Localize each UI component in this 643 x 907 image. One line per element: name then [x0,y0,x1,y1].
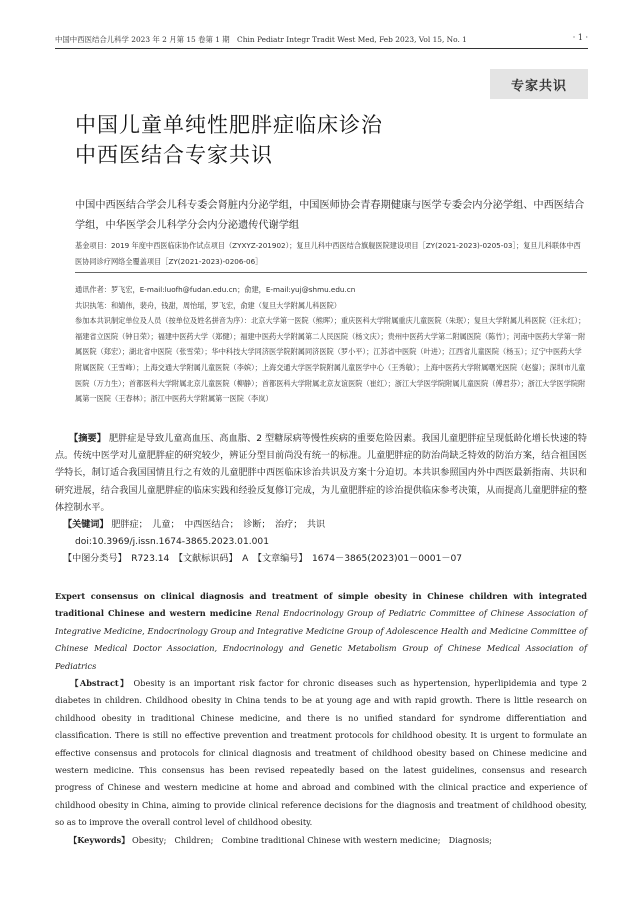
author-groups: 中国中西医结合学会儿科专委会肾脏内分泌学组，中国医师协会青春期健康与医学专委会内分泌学组、中西医结合学组，中华医学会儿科学分会内分泌遗传代谢学组 [75,200,585,231]
participants: 参加本共识制定单位及人员（按单位及姓名拼音为序）：北京大学第一医院（熊晖）；重庆医科大学附属重庆儿童医院（朱珉）；复旦大学附属儿科医院（汪永红）；福建省立医院（钟日荣）；福建中医药大学（郑健）；福建中医药大学附属第二人民医院（杨文庆）；贵州中医药大学第二附属医院（陈竹）；河南中医药大学第一附属医院（郑宏）；湖北省中医院（张雪荣）；华中科技大学同济医学院附属同济医院（罗小平）；江苏省中医院（叶进）；江西省儿童医院（杨玉）；辽宁中医药大学附属医院（王雪峰）；上海交通大学附属儿童医院（李嫔）；上海交通大学医学院附属儿童医学中心（王秀敏）；上海中医药大学附属曙光医院（赵鋆）；深圳市儿童医院（万力生）；首都医科大学附属北京儿童医院（柳静）；首都医科大学附属北京友谊医院（崔红）；浙江大学医学院附属儿童医院（傅君芬）；浙江大学医学院附属第一医院（王春林）；浙江中医药大学附属第一医院（李岚） [75,316,586,404]
funding: 基金项目：2019 年度中西医临床协作试点项目（ZYXYZ-201902）；复旦儿科中西医结合旗舰医院建设项目［ZY(2021-2023)-0205-03］；复旦儿科联体中西医协同诊疗网络全覆盖项目［ZY(2021-2023)-0206-06］ [75,241,581,266]
corresponding-authors: 通讯作者：罗飞宏，E-mail:luofh@fudan.edu.cn；俞建，E-mail:yuj@shmu.edu.cn [75,285,356,294]
keywords-en-label: 【Keywords】 [69,834,130,845]
keywords-cn-text: 肥胖症； 儿童； 中西医结合； 诊断； 治疗； 共识 [111,520,326,531]
abstract-en-groups: Renal Endocrinology Group of Pediatric Committee of Chinese Association of Integrative Medicine, Endocrinology Group and Integrative Medicine Group of Adolescence Health and Medicine Committee of Chinese Medical Doctor Association, Endocrinology and Genetic Metabolism Group of Chinese Medical Association of Pediatrics [55,608,587,671]
article-title [75,110,383,170]
abstract-cn-body [55,431,587,517]
funding-rule [75,272,587,273]
abstract-en-title: Expert consensus on clinical diagnosis and treatment of simple obesity in Chinese children with integrated traditional Chinese and western medicine [55,591,587,619]
abstract-en [55,588,587,849]
keywords-en-text: Obesity; Children; Combine traditional Chinese with western medicine; Diagnosis; [132,834,492,845]
running-header [55,30,588,46]
abstract-cn [55,431,587,569]
section-badge: 专家共识 [490,69,588,99]
writers: 共识执笔：和婧伟，裴舟，钱甜，周怡瑶，罗飞宏，俞建（复旦大学附属儿科医院） [75,300,341,310]
title-line-1: 中国儿童单纯性肥胖症临床诊治 [75,113,383,137]
abstract-en-heading [55,588,587,675]
abstract-en-body [55,675,587,832]
footnote-block [75,282,587,407]
abstract-cn-text: 肥胖症是导致儿童高血压、高血脂、2 型糖尿病等慢性疾病的重要危险因素。我国儿童肥胖症呈现低龄化增长快速的特点。传统中医学对儿童肥胖症的研究较少，辨证分型目前尚没有统一的标准。儿童肥胖症的防治尚缺乏特效的防治方案，结合祖国医学特长，制订适合我国国情且行之有效的儿童肥胖中西医临床诊治共识及方案十分迫切。本共识参照国内外中西医最新指南、共识和研究进展，结合我国儿童肥胖症的临床实践和经验反复修订完成，为儿童肥胖症的诊治提供临床参考决策，从而提高儿童肥胖症的整体控制水平。 [55,434,587,513]
keywords-en [55,832,587,849]
header-rule [55,48,588,49]
keywords-cn [55,517,587,534]
abstract-en-text: Obesity is an important risk factor for chronic diseases such as hypertension, hyperlipidemia and type 2 diabetes in children. Childhood obesity in China tends to be at young age and with rapid growth. There is little research on childhood obesity in traditional Chinese medicine, and there is no unified standard for syndrome differentiation and classification. There is still no effective prevention and treatment protocols for childhood obesity. It is urgent to formulate an effective consensus and protocols for clinical diagnosis and treatment of childhood obesity based on Chinese medicine and western medicine. This consensus has been revised repeatedly based on the latest guidelines, consensus and research progress of Chinese and western medicine at home and abroad and combined with the clinical practice and experience of childhood obesity in China, aiming to provide clinical reference decisions for the diagnosis and treatment of childhood obesity, so as to improve the overall control level of childhood obesity. [55,678,587,828]
title-line-2: 中西医结合专家共识 [75,143,273,167]
abstract-cn-label: 【摘要】 [69,434,106,444]
abstract-en-label: 【Abstract】 [69,678,130,689]
classification: 【中图分类号】 R723.14 【文献标识码】 A 【文章编号】 1674－3865(2023)01－0001－07 [63,554,463,565]
keywords-cn-label: 【关键词】 [63,520,109,531]
page-number: · 1 · [572,33,588,42]
journal-citation: 中国中西医结合儿科学 2023 年 2 月第 15 卷第 1 期 Chin Pediatr Integr Tradit West Med, Feb 2023, Vol 15, No. 1 [55,35,467,44]
doi: doi:10.3969/j.issn.1674-3865.2023.01.001 [75,537,269,548]
